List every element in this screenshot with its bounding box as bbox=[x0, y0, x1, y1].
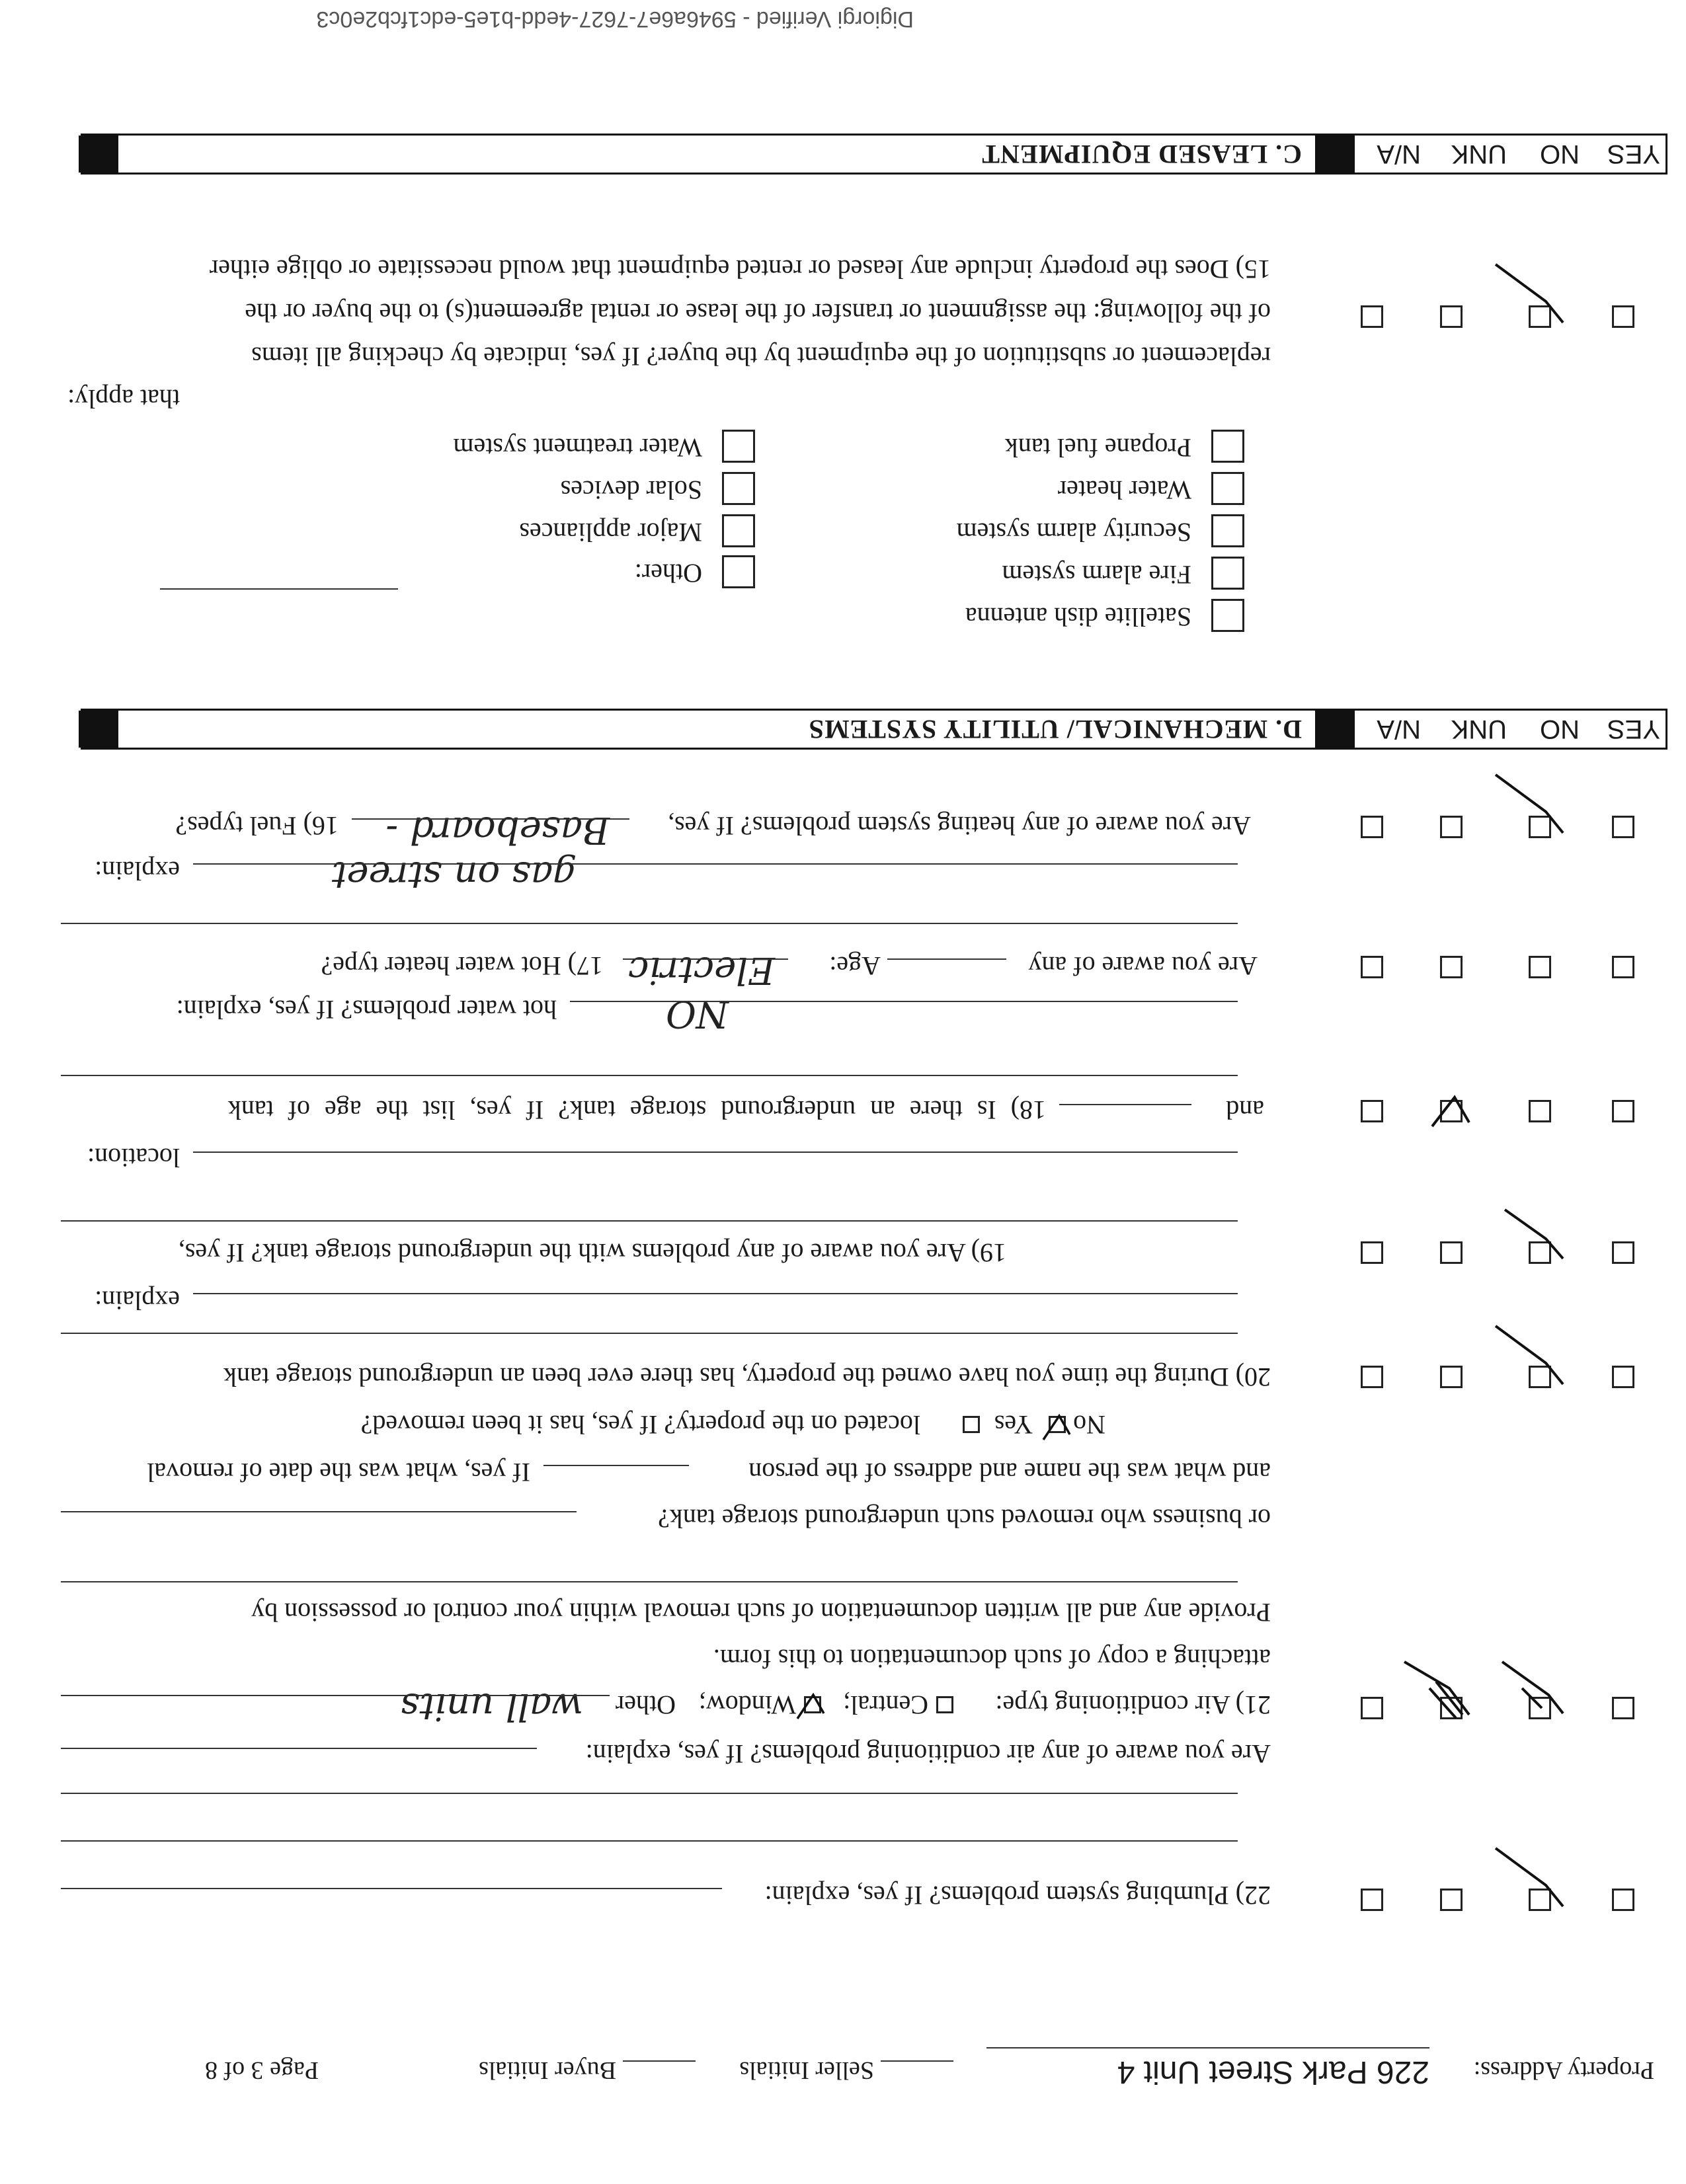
q21-option-window: Window; bbox=[698, 1690, 796, 1720]
q21-explain-line bbox=[61, 1748, 537, 1749]
q17-after-line bbox=[61, 923, 1238, 924]
col-unk-label-c: UNK bbox=[1451, 139, 1507, 169]
q18-age-line bbox=[1059, 1104, 1191, 1105]
item-other-label: Other: bbox=[634, 559, 702, 588]
q20-after-line bbox=[61, 1333, 1238, 1334]
q22-yes-checkbox[interactable] bbox=[1612, 1889, 1634, 1911]
q19-no-check-mark bbox=[1496, 1199, 1568, 1278]
q21-option-other: Other bbox=[615, 1690, 676, 1720]
item-water-heater-checkbox[interactable] bbox=[1211, 472, 1244, 505]
q16-no-check-mark bbox=[1489, 767, 1568, 853]
header-divider-block bbox=[1315, 711, 1355, 748]
col-no-label: NO bbox=[1540, 715, 1580, 744]
q18-location-line bbox=[193, 1151, 1238, 1153]
q18-yes-checkbox[interactable] bbox=[1612, 1100, 1634, 1122]
q18-after-line bbox=[61, 1075, 1238, 1076]
item-satellite-dish-checkbox[interactable] bbox=[1211, 599, 1244, 632]
item-security-alarm-checkbox[interactable] bbox=[1211, 514, 1244, 547]
q20-line-7: attaching a copy of such documentation to this form. bbox=[713, 1644, 1271, 1674]
verification-watermark: Digiorgi Verified - 5946a6e7-7627-4edd-b1e5-edc1fcb2e0c3 bbox=[316, 7, 914, 32]
col-yes-label-c: YES bbox=[1607, 139, 1660, 169]
q19-na-checkbox[interactable] bbox=[1361, 1241, 1383, 1264]
q16-line-2: explain: bbox=[95, 856, 180, 886]
item-propane-tank-label: Propane fuel tank bbox=[1004, 433, 1191, 463]
q20-line-1: 20) During the time you have owned the property, has there ever been an underground storage tank bbox=[223, 1362, 1271, 1392]
q15-no-check-mark bbox=[1489, 256, 1568, 342]
q17-line-1-a: 17) Hot water heater type? bbox=[321, 951, 603, 981]
q17-explain-line bbox=[570, 1001, 1238, 1002]
q17-yes-checkbox[interactable] bbox=[1612, 956, 1634, 978]
q20-sub-no-label: No bbox=[1073, 1410, 1105, 1440]
item-satellite-dish-label: Satellite dish antenna bbox=[965, 602, 1191, 632]
q17-unk-checkbox[interactable] bbox=[1440, 956, 1463, 978]
q21-line-2: Are you aware of any air conditioning problems? If yes, explain: bbox=[585, 1739, 1271, 1769]
section-d-header bbox=[81, 709, 1667, 750]
q18-no-checkbox[interactable] bbox=[1529, 1100, 1551, 1122]
item-fire-alarm-checkbox[interactable] bbox=[1211, 557, 1244, 590]
section-c-header bbox=[81, 134, 1667, 175]
q18-line-2: location: bbox=[87, 1143, 180, 1173]
section-d-title: D. MECHANICAL/ UTILITY SYSTEMS bbox=[808, 715, 1302, 744]
q17-line-1-b: Age: bbox=[829, 951, 881, 981]
q20-sub-no-check-mark bbox=[1039, 1409, 1072, 1442]
q20-unk-checkbox[interactable] bbox=[1440, 1366, 1463, 1388]
q20-line-5: or business who removed such underground storage tank? bbox=[658, 1504, 1271, 1534]
item-propane-tank-checkbox[interactable] bbox=[1211, 430, 1244, 463]
q19-yes-checkbox[interactable] bbox=[1612, 1241, 1634, 1264]
q20-date-line bbox=[543, 1465, 689, 1466]
q17-type-handwritten: Electric bbox=[628, 949, 775, 992]
q20-separator-line bbox=[61, 1581, 1238, 1582]
q16-na-checkbox[interactable] bbox=[1361, 816, 1383, 838]
q19-line-2: explain: bbox=[95, 1286, 180, 1315]
q16-explain-line bbox=[193, 863, 1238, 865]
q19-line-1: 19) Are you aware of any problems with the underground storage tank? If yes, bbox=[178, 1238, 1006, 1268]
q21-yes-checkbox[interactable] bbox=[1612, 1697, 1634, 1719]
q15-line-3: replacement or substitution of the equipment by the buyer? If yes, indicate by checking all items bbox=[251, 342, 1271, 371]
q16-unk-checkbox[interactable] bbox=[1440, 816, 1463, 838]
address-underline bbox=[986, 2047, 1429, 2048]
q17-problems-handwritten: NO bbox=[666, 992, 729, 1035]
footer-buyer-initials: Buyer Initials bbox=[479, 2056, 616, 2084]
q16-fuel-line bbox=[352, 818, 629, 820]
q16-line-1-a: 16) Fuel types? bbox=[175, 811, 339, 841]
q16-line-1-b: Are you aware of any heating system problems? If yes, bbox=[668, 811, 1251, 841]
header-divider-block-c bbox=[1315, 136, 1355, 173]
buyer-initials-blank bbox=[623, 2060, 696, 2062]
q20-no-check-mark bbox=[1489, 1318, 1568, 1404]
q21-other-handwritten: wall units bbox=[400, 1685, 583, 1728]
q15-line-2: of the following: the assignment or transfer of the lease or rental agreement(s) to the buyer or the bbox=[245, 298, 1271, 328]
item-major-appliances-label: Major appliances bbox=[519, 518, 702, 547]
q22-answer-line-2 bbox=[61, 1793, 1238, 1794]
seller-initials-blank bbox=[881, 2060, 953, 2062]
q21-other-line bbox=[61, 1695, 610, 1696]
q15-yes-checkbox[interactable] bbox=[1612, 305, 1634, 328]
item-water-treatment-checkbox[interactable] bbox=[722, 430, 755, 463]
q22-na-checkbox[interactable] bbox=[1361, 1889, 1383, 1911]
q21-line-1-label: 21) Air conditioning type: bbox=[995, 1690, 1271, 1720]
q16-fuel-handwritten: Baseboard - bbox=[385, 808, 610, 851]
header-end-block bbox=[79, 711, 118, 748]
q21-central-checkbox[interactable] bbox=[936, 1696, 953, 1713]
q21-unk-scribble-mark bbox=[1396, 1655, 1476, 1728]
q20-sub-yes-checkbox[interactable] bbox=[963, 1416, 980, 1433]
q21-option-central: Central; bbox=[843, 1690, 928, 1720]
item-other-checkbox[interactable] bbox=[722, 555, 755, 588]
other-item-line bbox=[160, 588, 398, 590]
col-no-label-c: NO bbox=[1540, 139, 1580, 169]
q21-window-check-mark bbox=[793, 1688, 826, 1721]
q16-explain-handwritten: gas on street bbox=[331, 853, 577, 896]
q22-question: 22) Plumbing system problems? If yes, explain: bbox=[764, 1881, 1271, 1910]
col-yes-label: YES bbox=[1607, 715, 1660, 744]
q21-na-checkbox[interactable] bbox=[1361, 1697, 1383, 1719]
item-water-treatment-label: Water treatment system bbox=[453, 433, 702, 463]
q21-no-check-mark bbox=[1489, 1649, 1568, 1735]
q22-unk-checkbox[interactable] bbox=[1440, 1889, 1463, 1911]
footer-page-number: Page 3 of 8 bbox=[204, 2056, 319, 2084]
section-c-title: C. LEASED EQUIPMENT bbox=[981, 139, 1302, 169]
q18-line-1: 18) Is there an underground storage tank? If yes, list the age of tank bbox=[227, 1095, 1046, 1125]
q17-na-checkbox[interactable] bbox=[1361, 956, 1383, 978]
q15-line-1: 15) Does the property include any leased or rented equipment that would necessitate or oblige either bbox=[209, 254, 1271, 284]
q20-yes-checkbox[interactable] bbox=[1612, 1366, 1634, 1388]
col-unk-label: UNK bbox=[1451, 715, 1507, 744]
q15-line-4: that apply: bbox=[67, 384, 180, 414]
q20-remover-line bbox=[61, 1511, 577, 1512]
footer-seller-initials: Seller Initials bbox=[739, 2056, 874, 2084]
q20-line-3: If yes, what was the date of removal bbox=[147, 1458, 530, 1487]
footer-address-label: Property Address: bbox=[1473, 2056, 1654, 2084]
q18-unk-check-mark bbox=[1425, 1089, 1472, 1129]
footer-address-value: 226 Park Street Unit 4 bbox=[1117, 2054, 1429, 2089]
item-solar-devices-label: Solar devices bbox=[560, 475, 702, 505]
q22-explain-line bbox=[61, 1888, 722, 1889]
q20-sub-yes-label: Yes bbox=[994, 1410, 1033, 1440]
col-na-label-c: N/A bbox=[1377, 139, 1421, 169]
q18-line-1-end: and bbox=[1226, 1095, 1264, 1125]
q22-no-check-mark bbox=[1489, 1840, 1568, 1926]
q20-line-6: Provide any and all written documentation of such removal within your control or possession by bbox=[251, 1598, 1271, 1627]
item-solar-devices-checkbox[interactable] bbox=[722, 472, 755, 505]
q15-unk-checkbox[interactable] bbox=[1440, 305, 1463, 328]
q20-na-checkbox[interactable] bbox=[1361, 1366, 1383, 1388]
q22-answer-line-1 bbox=[61, 1840, 1238, 1842]
q17-type-line bbox=[623, 958, 788, 960]
q20-line-2: located on the property? If yes, has it been removed? bbox=[360, 1410, 920, 1440]
header-end-block-c bbox=[79, 136, 118, 173]
q19-unk-checkbox[interactable] bbox=[1440, 1241, 1463, 1264]
col-na-label: N/A bbox=[1377, 715, 1421, 744]
q17-line-1-c: Are you aware of any bbox=[1028, 951, 1258, 981]
q17-age-line bbox=[887, 958, 1006, 960]
item-security-alarm-label: Security alarm system bbox=[956, 518, 1191, 547]
item-major-appliances-checkbox[interactable] bbox=[722, 514, 755, 547]
q17-line-2: hot water problems? If yes, explain: bbox=[176, 995, 557, 1025]
q15-na-checkbox[interactable] bbox=[1361, 305, 1383, 328]
q16-yes-checkbox[interactable] bbox=[1612, 816, 1634, 838]
q19-explain-line bbox=[193, 1293, 1238, 1294]
q19-after-line bbox=[61, 1220, 1238, 1222]
q20-line-4: and what was the name and address of the person bbox=[748, 1458, 1271, 1487]
q17-no-checkbox[interactable] bbox=[1529, 956, 1551, 978]
item-fire-alarm-label: Fire alarm system bbox=[1002, 560, 1191, 590]
item-water-heater-label: Water heater bbox=[1057, 475, 1191, 505]
q18-na-checkbox[interactable] bbox=[1361, 1100, 1383, 1122]
